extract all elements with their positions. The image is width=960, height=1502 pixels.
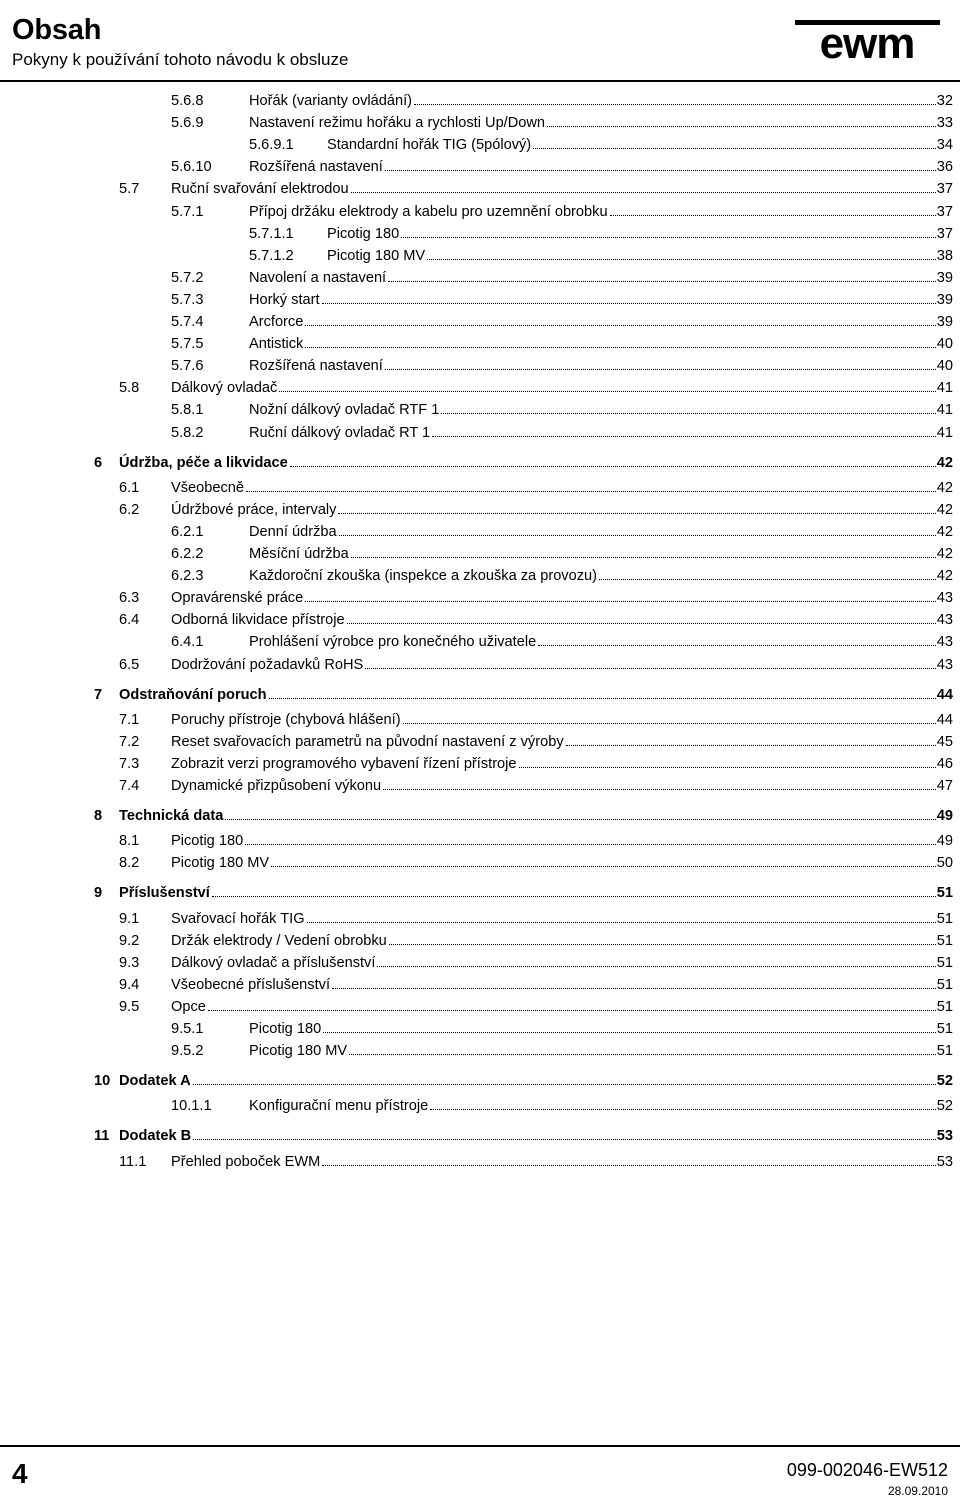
toc-leader-dots [305, 347, 935, 348]
toc-entry-label: Picotig 180 [327, 225, 400, 242]
toc-leader-dots [193, 1139, 936, 1140]
toc-leader-dots [519, 767, 936, 768]
toc-entry-label: Přípoj držáku elektrody a kabelu pro uzemnění obrobku [249, 203, 608, 220]
toc-entry-number: 5.7.3 [171, 291, 204, 308]
toc-entry-page: 51 [936, 976, 953, 993]
toc-entry-number: 5.6.10 [171, 159, 212, 176]
toc-entry-page: 32 [936, 93, 953, 109]
toc-entry-page: 42 [936, 501, 953, 518]
toc-entry[interactable] [94, 1128, 953, 1150]
toc-entry-body [249, 1021, 953, 1037]
toc-entry-page: 43 [936, 634, 953, 651]
toc-entry[interactable] [249, 248, 953, 270]
toc-entry[interactable] [119, 657, 953, 679]
toc-entry-label: Dodržování požadavků RoHS [171, 656, 364, 673]
toc-leader-dots [225, 819, 935, 820]
toc-leader-dots [401, 237, 936, 238]
toc-entry-body [249, 159, 953, 175]
toc-leader-dots [388, 281, 936, 282]
toc-entry-label: Picotig 180 MV [327, 247, 426, 264]
toc-entry[interactable] [119, 712, 953, 734]
toc-entry-label: Opce [171, 998, 206, 1015]
toc-entry-page: 33 [936, 115, 953, 132]
toc-entry-number: 6 [94, 454, 103, 471]
toc-entry-body [249, 115, 953, 131]
toc-entry-number: 7.3 [119, 755, 140, 772]
toc-leader-dots [307, 922, 936, 923]
toc-entry-body [327, 248, 953, 264]
toc-leader-dots [212, 896, 936, 897]
toc-leader-dots [351, 557, 936, 558]
toc-entry[interactable] [94, 687, 953, 709]
toc-entry-page: 42 [936, 454, 953, 471]
toc-entry[interactable] [171, 524, 953, 546]
toc-entry-body [119, 687, 953, 703]
document-id: 099-002046-EW512 [786, 1460, 948, 1480]
toc-leader-dots [245, 844, 936, 845]
toc-leader-dots [610, 215, 936, 216]
page-header [0, 0, 960, 80]
toc-entry-number: 6.1 [119, 479, 140, 496]
toc-entry[interactable] [119, 955, 953, 977]
toc-entry-number: 6.3 [119, 590, 140, 607]
toc-entry-page: 43 [936, 612, 953, 629]
toc-entry-body [249, 336, 953, 352]
toc-entry-label: Dodatek A [119, 1073, 191, 1090]
toc-entry-label: Ruční dálkový ovladač RT 1 [249, 424, 431, 441]
toc-entry-number: 10.1.1 [171, 1098, 212, 1115]
toc-entry-body [171, 590, 953, 606]
ewm-logo [795, 14, 940, 62]
toc-entry-number: 7 [94, 686, 103, 703]
toc-entry-body [249, 93, 953, 109]
toc-entry-page: 51 [936, 998, 953, 1015]
toc-leader-dots [339, 535, 936, 536]
toc-leader-dots [383, 789, 936, 790]
toc-leader-dots [305, 601, 936, 602]
toc-entry[interactable] [119, 999, 953, 1021]
toc-entry-page: 37 [936, 225, 953, 242]
toc-entry-page: 49 [936, 808, 953, 825]
toc-entry-page: 51 [936, 1021, 953, 1037]
toc-entry-number: 5.6.9 [171, 115, 204, 132]
toc-entry-number: 5.6.9.1 [249, 137, 294, 154]
toc-entry-body [171, 181, 953, 197]
toc-entry-number: 11 [94, 1128, 110, 1145]
toc-entry-page: 42 [936, 568, 953, 585]
toc-leader-dots [322, 303, 936, 304]
toc-entry-body [249, 1098, 953, 1114]
toc-entry[interactable] [94, 808, 953, 830]
toc-entry[interactable] [171, 93, 953, 115]
toc-entry-label: Ruční svařování elektrodou [171, 181, 349, 198]
toc-leader-dots [322, 1165, 936, 1166]
ewm-logo-mark [795, 19, 940, 62]
toc-entry-number: 9 [94, 885, 103, 902]
toc-entry-page: 37 [936, 203, 953, 220]
toc-leader-dots [208, 1010, 936, 1011]
page-number: 4 [12, 1458, 28, 1489]
toc-entry-page: 42 [936, 479, 953, 496]
toc-entry-body [171, 480, 953, 496]
toc-entry-page: 41 [936, 380, 953, 397]
toc-leader-dots [385, 170, 936, 171]
toc-entry-body [249, 568, 953, 584]
toc-entry-body [327, 226, 953, 242]
toc-leader-dots [547, 126, 936, 127]
toc-entry-label: Měsíční údržba [249, 546, 349, 562]
toc-entry-number: 8 [94, 808, 103, 825]
toc-entry-page: 51 [936, 885, 953, 902]
toc-entry-page: 41 [936, 424, 953, 441]
toc-leader-dots [347, 623, 936, 624]
toc-entry-body [171, 612, 953, 628]
toc-entry-body [249, 524, 953, 540]
toc-entry[interactable] [171, 336, 953, 358]
toc-entry-body [119, 1128, 953, 1144]
toc-leader-dots [193, 1084, 936, 1085]
toc-entry-number: 9.3 [119, 954, 140, 971]
toc-entry-number: 5.8 [119, 380, 140, 397]
toc-leader-dots [377, 966, 935, 967]
toc-leader-dots [427, 259, 936, 260]
toc-entry[interactable] [119, 480, 953, 502]
toc-leader-dots [566, 745, 936, 746]
toc-leader-dots [349, 1054, 936, 1055]
toc-entry-page: 45 [936, 733, 953, 750]
toc-leader-dots [414, 104, 936, 105]
toc-entry-body [119, 885, 953, 901]
toc-entry[interactable] [171, 568, 953, 590]
toc-leader-dots [385, 369, 936, 370]
toc-entry[interactable] [119, 612, 953, 634]
toc-entry-body [249, 358, 953, 374]
toc-entry-label: Přehled poboček EWM [171, 1153, 321, 1170]
toc-entry-number: 6.2.3 [171, 568, 204, 585]
toc-entry-number: 6.5 [119, 656, 140, 673]
toc-entry-page: 34 [936, 137, 953, 154]
toc-entry-body [171, 911, 953, 927]
toc-entry-body [249, 314, 953, 330]
toc-entry-page: 51 [936, 910, 953, 927]
toc-entry-body [249, 292, 953, 308]
toc-entry-label: Dynamické přizpůsobení výkonu [171, 778, 382, 794]
toc-entry-body [249, 270, 953, 286]
toc-leader-dots [279, 391, 936, 392]
toc-entry-label: Arcforce [249, 314, 304, 330]
toc-leader-dots [305, 325, 935, 326]
toc-entry-body [171, 933, 953, 949]
toc-entry-number: 6.4 [119, 612, 140, 629]
toc-entry-body [119, 808, 953, 824]
page-title: Obsah [12, 14, 102, 46]
toc-entry-page: 43 [936, 590, 953, 607]
toc-entry-body [171, 977, 953, 993]
toc-entry-page: 47 [936, 778, 953, 794]
toc-entry-body [171, 380, 953, 396]
toc-entry-page: 39 [936, 291, 953, 308]
toc-entry-page: 49 [936, 833, 953, 850]
toc-entry-number: 5.7.1.1 [249, 225, 294, 242]
toc-entry-number: 5.7.6 [171, 358, 204, 375]
toc-entry-number: 5.7.1 [171, 203, 204, 220]
header-rule [0, 80, 960, 82]
toc-entry-page: 42 [936, 523, 953, 540]
toc-leader-dots [432, 436, 936, 437]
toc-entry-number: 5.8.2 [171, 424, 204, 441]
toc-entry-number: 5.7.4 [171, 314, 204, 330]
toc-entry[interactable] [94, 455, 953, 477]
toc-entry-label: Horký start [249, 291, 320, 308]
toc-entry-label: Reset svařovacích parametrů na původní nastavení z výroby [171, 733, 564, 750]
toc-entry-number: 9.5 [119, 998, 140, 1015]
toc-entry[interactable] [249, 137, 953, 159]
toc-entry-page: 44 [936, 711, 953, 728]
svg-text:ewm: ewm [819, 19, 915, 62]
toc-entry-number: 8.1 [119, 833, 140, 850]
toc-entry[interactable] [119, 855, 953, 877]
toc-entry[interactable] [119, 181, 953, 203]
toc-entry-body [249, 204, 953, 220]
toc-entry-number: 6.4.1 [171, 634, 204, 651]
toc-entry[interactable] [94, 885, 953, 907]
toc-entry[interactable] [171, 1021, 953, 1043]
toc-entry[interactable] [119, 756, 953, 778]
toc-entry[interactable] [119, 778, 953, 800]
toc-leader-dots [269, 698, 936, 699]
toc-leader-dots [290, 466, 936, 467]
footer-rule [0, 1445, 960, 1447]
toc-entry-body [171, 955, 953, 971]
toc-entry-number: 10 [94, 1073, 111, 1090]
toc-entry-label: Odborná likvidace přístroje [171, 612, 345, 629]
toc-entry-number: 6.2.1 [171, 523, 204, 540]
toc-entry-page: 53 [936, 1128, 953, 1145]
toc-entry-body [119, 1073, 953, 1089]
toc-entry-label: Opravárenské práce [171, 590, 304, 607]
toc-entry-label: Rozšířená nastavení [249, 358, 383, 375]
toc-entry-page: 51 [936, 1043, 953, 1060]
toc-entry-label: Všeobecné příslušenství [171, 976, 330, 993]
toc-leader-dots [533, 148, 936, 149]
toc-entry-page: 43 [936, 656, 953, 673]
toc-entry-number: 6.2.2 [171, 546, 204, 562]
toc-leader-dots [332, 988, 936, 989]
toc-entry-label: Údržbové práce, intervaly [171, 501, 337, 518]
toc-leader-dots [351, 192, 936, 193]
toc-entry-label: Dálkový ovladač a příslušenství [171, 954, 376, 971]
toc-entry-body [171, 999, 953, 1015]
toc-entry-label: Antistick [249, 336, 304, 353]
toc-leader-dots [246, 491, 936, 492]
toc-leader-dots [365, 668, 936, 669]
toc-entry-number: 9.5.2 [171, 1043, 204, 1060]
toc-entry-number: 9.1 [119, 910, 140, 927]
toc-entry-page: 40 [936, 358, 953, 375]
toc-entry-number: 5.7.5 [171, 336, 204, 353]
toc-entry[interactable] [171, 292, 953, 314]
toc-entry-page: 46 [936, 755, 953, 772]
toc-entry[interactable] [171, 425, 953, 447]
toc-entry-label: Svařovací hořák TIG [171, 910, 305, 927]
toc-entry-body [171, 734, 953, 750]
toc-entry-label: Technická data [119, 808, 224, 825]
toc-entry-label: Prohlášení výrobce pro konečného uživatele [249, 634, 537, 651]
toc-leader-dots [271, 866, 936, 867]
toc-leader-dots [389, 944, 936, 945]
toc-entry-number: 9.4 [119, 976, 140, 993]
toc-entry[interactable] [119, 734, 953, 756]
toc-entry-label: Dodatek B [119, 1128, 192, 1145]
toc-entry[interactable] [119, 1154, 953, 1176]
toc-entry-body [171, 756, 953, 772]
toc-entry-page: 53 [936, 1153, 953, 1170]
toc-entry[interactable] [249, 226, 953, 248]
toc-entry[interactable] [119, 833, 953, 855]
toc-entry-label: Odstraňování poruch [119, 686, 267, 703]
toc-entry-page: 40 [936, 336, 953, 353]
toc-entry-label: Picotig 180 [249, 1021, 322, 1037]
toc-entry-body [171, 1154, 953, 1170]
toc-leader-dots [338, 513, 935, 514]
toc-entry-label: Poruchy přístroje (chybová hlášení) [171, 711, 401, 728]
toc-entry-body [249, 546, 953, 562]
toc-leader-dots [599, 579, 936, 580]
toc-entry[interactable] [119, 590, 953, 612]
toc-entry[interactable] [171, 159, 953, 181]
toc-entry-number: 6.2 [119, 501, 140, 518]
toc-entry[interactable] [119, 911, 953, 933]
toc-entry-page: 52 [936, 1073, 953, 1090]
toc-entry-number: 7.1 [119, 711, 140, 728]
toc-entry-body [249, 402, 953, 418]
toc-entry-label: Konfigurační menu přístroje [249, 1098, 429, 1115]
toc-entry-label: Údržba, péče a likvidace [119, 454, 288, 471]
toc-entry-label: Zobrazit verzi programového vybavení řízení přístroje [171, 755, 517, 772]
toc-entry-label: Hořák (varianty ovládání) [249, 93, 413, 109]
toc-entry[interactable] [94, 1073, 953, 1095]
toc-entry-body [171, 833, 953, 849]
toc-entry-body [249, 634, 953, 650]
toc-entry-label: Navolení a nastavení [249, 269, 387, 286]
toc-entry-body [171, 657, 953, 673]
toc-entry[interactable] [171, 402, 953, 424]
toc-entry-page: 51 [936, 932, 953, 949]
toc-entry-number: 5.7.1.2 [249, 247, 294, 264]
toc-entry-number: 9.2 [119, 932, 140, 949]
toc-entry-label: Všeobecně [171, 479, 245, 496]
toc-entry-page: 42 [936, 546, 953, 562]
toc-entry-label: Nožní dálkový ovladač RTF 1 [249, 402, 440, 419]
toc-entry[interactable] [171, 1043, 953, 1065]
toc-leader-dots [403, 723, 936, 724]
toc-entry-number: 7.2 [119, 733, 140, 750]
toc-entry-body [249, 1043, 953, 1059]
toc-entry[interactable] [119, 933, 953, 955]
toc-entry-body [249, 425, 953, 441]
toc-entry-page: 52 [936, 1098, 953, 1115]
toc-entry-number: 5.8.1 [171, 402, 204, 419]
toc-entry-number: 9.5.1 [171, 1021, 204, 1037]
toc-entry-body [171, 502, 953, 518]
toc-entry-page: 36 [936, 159, 953, 176]
page-subtitle: Pokyny k používání tohoto návodu k obsluze [12, 50, 349, 69]
toc-entry-page: 51 [936, 954, 953, 971]
toc-leader-dots [441, 413, 935, 414]
toc-entry-body [171, 712, 953, 728]
toc-entry[interactable] [119, 502, 953, 524]
toc-entry-number: 8.2 [119, 855, 140, 872]
toc-entry[interactable] [171, 115, 953, 137]
toc-leader-dots [538, 645, 936, 646]
toc-entry[interactable] [171, 270, 953, 292]
toc-entry[interactable] [171, 1098, 953, 1120]
toc-entry-label: Rozšířená nastavení [249, 159, 383, 176]
toc-entry-label: Denní údržba [249, 523, 337, 540]
toc-leader-dots [323, 1032, 936, 1033]
toc-entry-label: Nastavení režimu hořáku a rychlosti Up/Down [249, 115, 546, 132]
toc-entry[interactable] [119, 977, 953, 999]
toc-entry-label: Držák elektrody / Vedení obrobku [171, 932, 387, 949]
toc-entry[interactable] [119, 380, 953, 402]
toc-entry-label: Dálkový ovladač [171, 380, 278, 397]
toc-entry[interactable] [171, 634, 953, 656]
toc-entry-label: Příslušenství [119, 885, 210, 902]
toc-entry[interactable] [171, 546, 953, 568]
toc-entry-label: Picotig 180 MV [171, 855, 270, 872]
toc-entry[interactable] [171, 358, 953, 380]
toc-entry-number: 11.1 [119, 1153, 147, 1170]
toc-entry-body [171, 778, 953, 794]
toc-entry-number: 5.7.2 [171, 269, 204, 286]
toc-entry-body [119, 455, 953, 471]
toc-entry-number: 5.7 [119, 181, 140, 198]
toc-entry-page: 44 [936, 686, 953, 703]
document-date: 28.09.2010 [887, 1484, 948, 1498]
toc-entry-page: 37 [936, 181, 953, 198]
toc-entry-number: 7.4 [119, 778, 140, 794]
toc-entry[interactable] [171, 204, 953, 226]
toc-entry-label: Každoroční zkouška (inspekce a zkouška za provozu) [249, 568, 597, 585]
toc-leader-dots [430, 1109, 935, 1110]
toc-entry-number: 5.6.8 [171, 93, 204, 109]
toc-entry-page: 50 [936, 855, 953, 872]
toc-entry-page: 38 [936, 247, 953, 264]
toc-entry-body [327, 137, 953, 153]
toc-entry-page: 41 [936, 402, 953, 419]
toc-entry-page: 39 [936, 314, 953, 330]
toc-entry-label: Standardní hořák TIG (5pólový) [327, 137, 532, 154]
toc-entry-label: Picotig 180 [171, 833, 244, 850]
toc-entry-label: Picotig 180 MV [249, 1043, 348, 1060]
toc-entry[interactable] [171, 314, 953, 336]
toc-entry-page: 39 [936, 269, 953, 286]
toc-entry-body [171, 855, 953, 871]
